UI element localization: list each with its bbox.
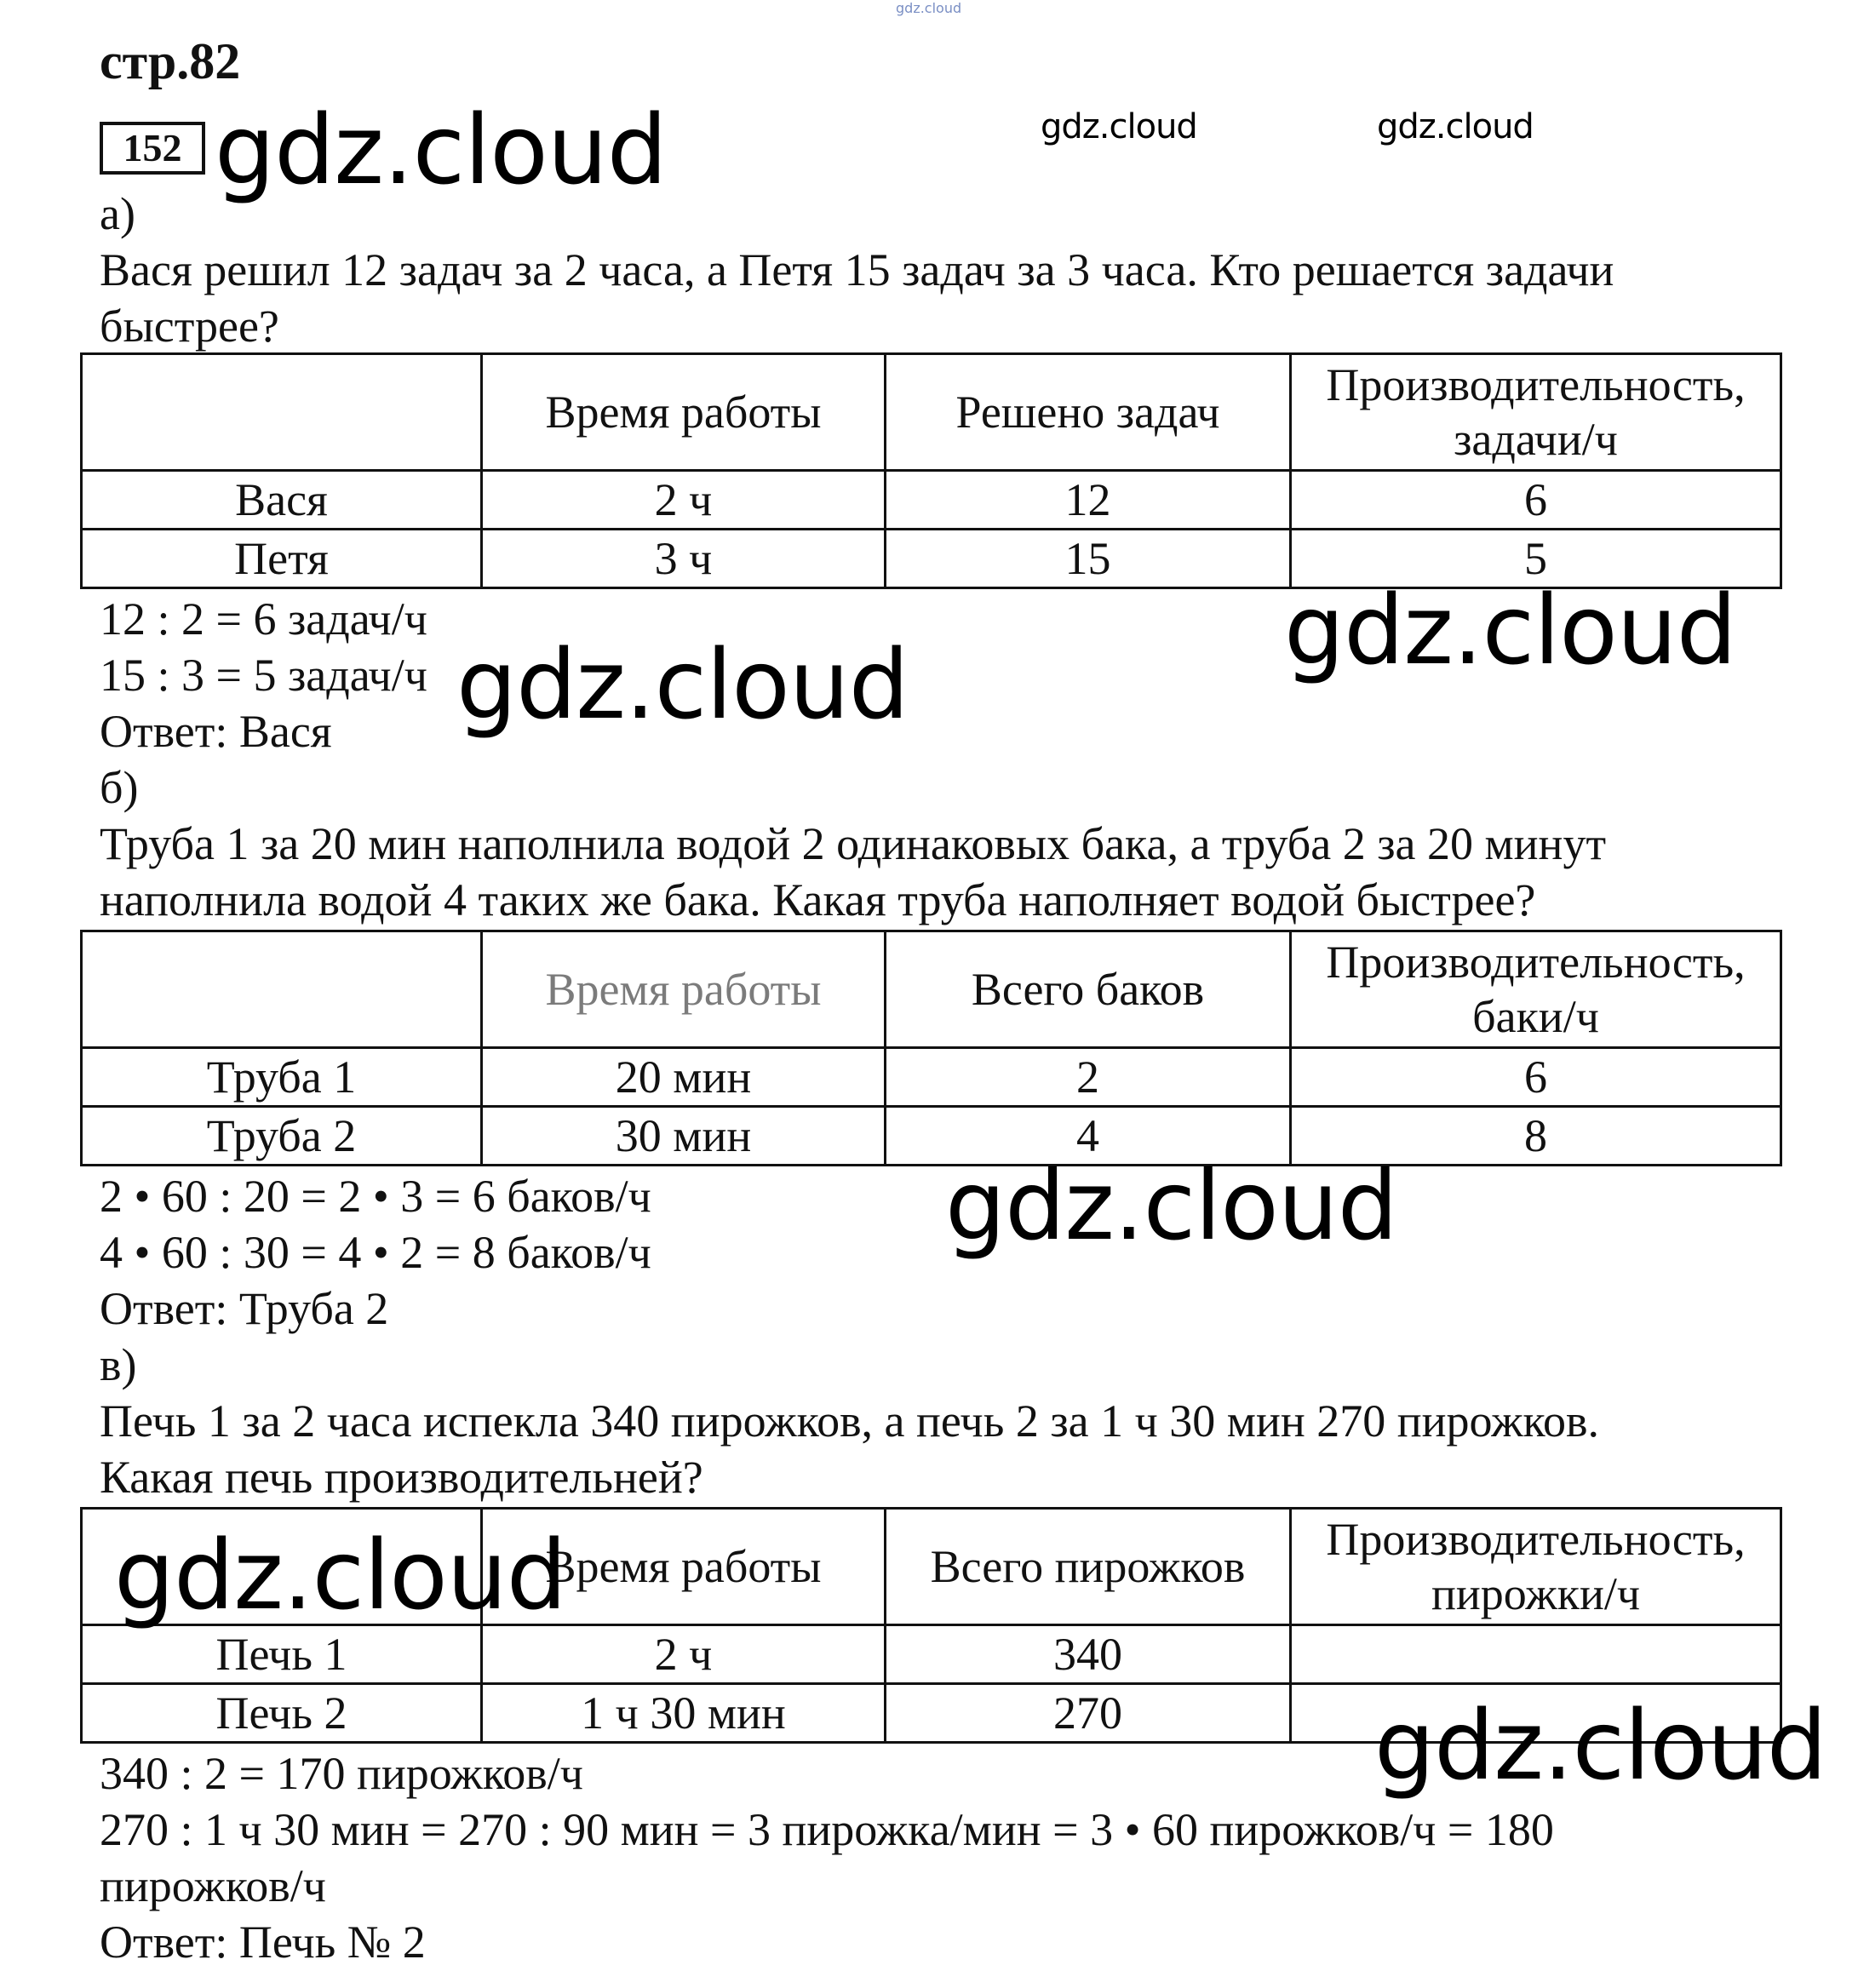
part-c-problem-line-1: Печь 1 за 2 часа испекла 340 пирожков, а печь 2 за 1 ч 30 мин 270 пирожков. [100,1395,1600,1447]
watermark-large-1: gdz.cloud [215,95,667,206]
part-c-problem-line-2: Какая печь производительней? [100,1452,703,1503]
part-c-solution-line-1: 340 : 2 = 170 пирожков/ч [100,1748,583,1799]
part-a-table [80,352,1782,589]
table-cell: Труба 2 [82,1107,482,1166]
table-cell: Петя [82,530,482,588]
table-header-cell: Время работы [482,354,886,471]
table-header-cell: Решено задач [886,354,1291,471]
watermark-small-2: gdz.cloud [1377,107,1534,146]
watermark-large-3: gdz.cloud [456,630,909,741]
table-cell: Печь 2 [82,1684,482,1743]
table-cell: 6 [1291,1048,1781,1107]
header-line: Производительность, [1326,1514,1746,1565]
part-b-solution-line-1: 2 • 60 : 20 = 2 • 3 = 6 баков/ч [100,1171,651,1222]
table-header-cell: Всего баков [886,931,1291,1048]
part-c-solution-line-2: 270 : 1 ч 30 мин = 270 : 90 мин = 3 пирожка/мин = 3 • 60 пирожков/ч = 180 [100,1804,1554,1855]
top-watermark: gdz.cloud [896,0,962,16]
part-b-solution-line-2: 4 • 60 : 30 = 4 • 2 = 8 баков/ч [100,1227,651,1278]
watermark-large-5: gdz.cloud [114,1521,566,1631]
part-a-solution-line-1: 12 : 2 = 6 задач/ч [100,593,427,645]
header-line: Производительность, [1326,359,1746,410]
part-a-label: а) [100,188,135,239]
table-header-cell [82,931,482,1048]
table-header-cell [1291,931,1781,1048]
table-row [82,1048,1781,1107]
exercise-number-box: 152 [100,122,205,175]
part-a-problem-line-2: быстрее? [100,301,279,352]
part-a-problem-line-1: Вася решил 12 задач за 2 часа, а Петя 15 задач за 3 часа. Кто решается задачи [100,244,1614,295]
table-header-cell [82,354,482,471]
table-cell: Труба 1 [82,1048,482,1107]
watermark-small-1: gdz.cloud [1041,107,1197,146]
table-header-cell [1291,354,1781,471]
table-cell: Вася [82,471,482,530]
table-cell: Печь 1 [82,1625,482,1684]
table-cell: 2 [886,1048,1291,1107]
table-header-cell: Время работы [482,1509,886,1625]
table-cell: 1 ч 30 мин [482,1684,886,1743]
table-cell: 270 [886,1684,1291,1743]
table-cell: 6 [1291,471,1781,530]
table-cell: 4 [886,1107,1291,1166]
part-b-problem-line-2: наполнила водой 4 таких же бака. Какая труба наполняет водой быстрее? [100,874,1536,925]
table-row [82,471,1781,530]
table-cell: 5 [1291,530,1781,588]
part-b-problem-line-1: Труба 1 за 20 мин наполнила водой 2 одинаковых бака, а труба 2 за 20 минут [100,818,1607,869]
table-cell: 30 мин [482,1107,886,1166]
table-header-cell: Время работы [482,931,886,1048]
table-header-cell: Всего пирожков [886,1509,1291,1625]
table-cell: 340 [886,1625,1291,1684]
table-row [82,1107,1781,1166]
header-line: задачи/ч [1454,414,1618,465]
table-cell: 15 [886,530,1291,588]
table-cell: 2 ч [482,471,886,530]
part-b-answer: Ответ: Труба 2 [100,1283,389,1334]
part-b-label: б) [100,762,139,813]
table-cell: 3 ч [482,530,886,588]
page-title: стр.82 [100,33,241,89]
table-cell: 12 [886,471,1291,530]
watermark-large-2: gdz.cloud [1284,576,1736,686]
table-cell [1291,1625,1781,1684]
header-line: Производительность, [1326,937,1746,988]
watermark-large-6: gdz.cloud [1374,1691,1826,1802]
part-c-solution-line-3: пирожков/ч [100,1860,326,1911]
table-row [82,1625,1781,1684]
table-header-cell [1291,1509,1781,1625]
table-cell: 20 мин [482,1048,886,1107]
table-cell: 8 [1291,1107,1781,1166]
part-a-solution-line-2: 15 : 3 = 5 задач/ч [100,650,427,701]
part-a-answer: Ответ: Вася [100,706,332,757]
header-line: пирожки/ч [1431,1568,1641,1619]
table-cell: 2 ч [482,1625,886,1684]
header-line: баки/ч [1472,991,1599,1042]
watermark-large-4: gdz.cloud [945,1151,1397,1262]
part-c-label: в) [100,1339,137,1390]
part-b-table [80,930,1782,1166]
part-c-answer: Ответ: Печь № 2 [100,1916,426,1968]
